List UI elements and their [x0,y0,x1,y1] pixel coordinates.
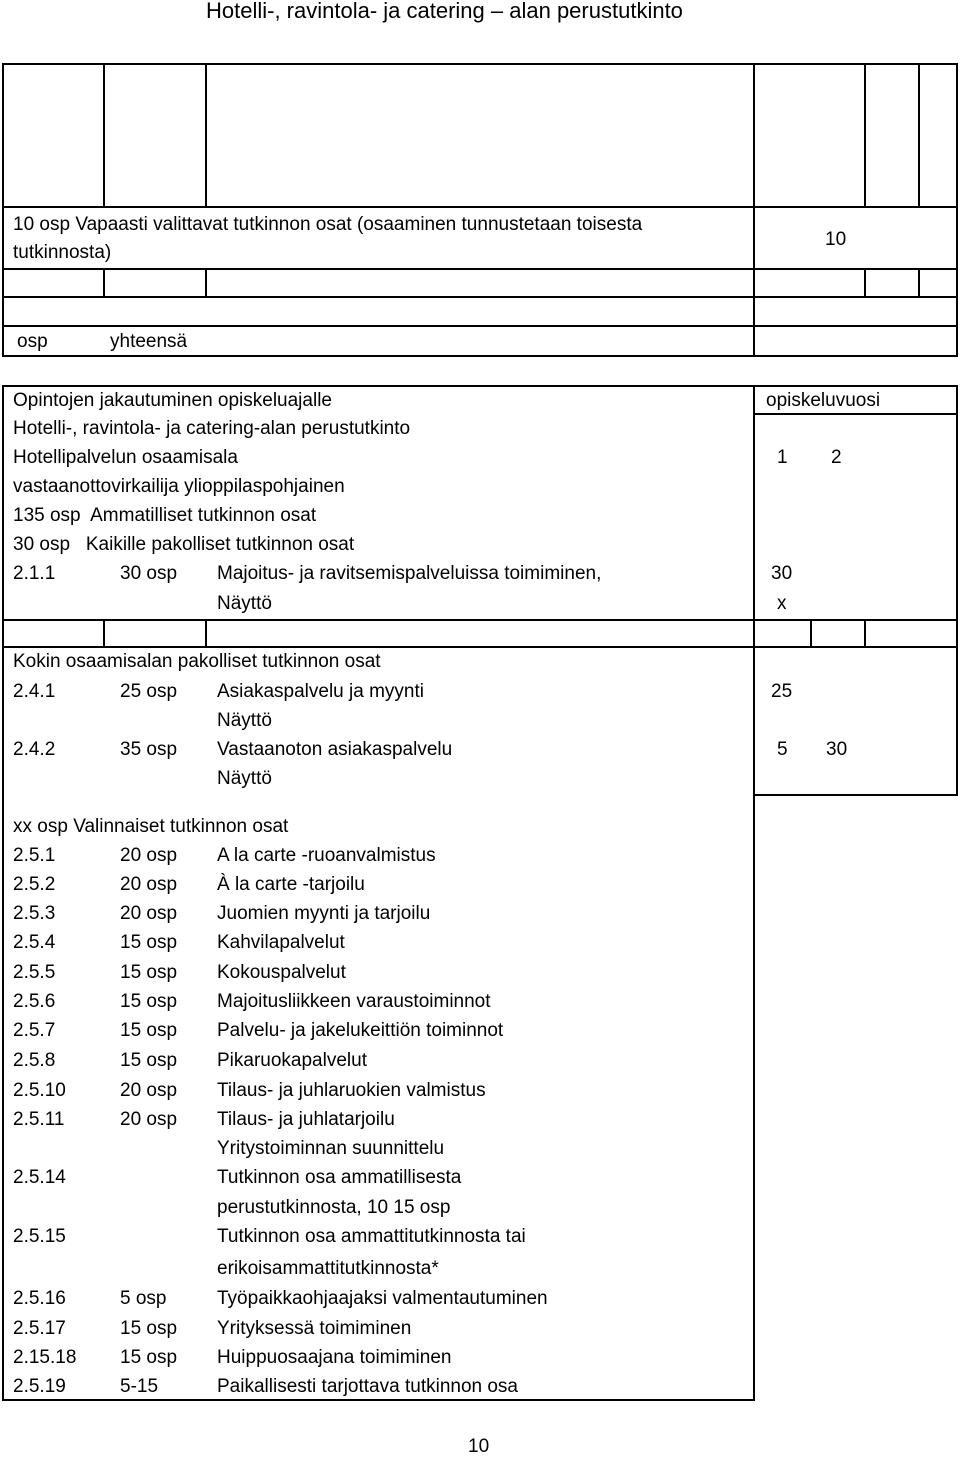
section-title: Kokin osaamisalan pakolliset tutkinnon osat [13,651,381,672]
course-assessment: Näyttö [217,768,272,789]
rule [103,63,105,206]
rule [753,794,958,796]
rule [753,385,755,647]
course-name-cont: erikoisammattitutkinnosta* [217,1258,439,1279]
course-name: Kahvilapalvelut [217,932,345,953]
course-code: 2.5.1 [13,845,56,866]
rule [753,63,755,206]
course-osp: 20 osp [120,1109,178,1130]
course-code: 2.4.1 [13,681,56,702]
rule [2,646,958,648]
intro-line: vastaanottovirkailija ylioppilaspohjainen [13,476,345,497]
course-assessment: Näyttö [217,710,272,731]
course-osp: 20 osp [120,1080,178,1101]
course-name: Paikallisesti tarjottava tutkinnon osa [217,1376,518,1397]
rule [918,268,920,296]
course-name: Asiakaspalvelu ja myynti [217,681,424,702]
rule [753,413,958,415]
course-code: 2.15.18 [13,1347,77,1368]
free-choice-value: 10 [825,229,847,250]
rule [2,619,958,621]
course-osp: 15 osp [120,991,178,1012]
course-code: 2.5.7 [13,1020,56,1041]
course-osp: 30 osp [120,563,178,584]
intro-line: 30 osp Kaikille pakolliset tutkinnon osat [13,534,355,555]
course-name: Yritystoiminnan suunnittelu [217,1138,445,1159]
course-code: 2.5.5 [13,962,56,983]
rule [2,355,958,357]
course-name: Työpaikkaohjaajaksi valmentautuminen [217,1288,548,1309]
course-year1: 25 [771,681,793,702]
rule [205,619,207,647]
course-code: 2.5.16 [13,1288,66,1309]
course-year1: 5 [777,739,788,760]
course-code: 2.5.14 [13,1167,66,1188]
rule [864,268,866,296]
course-name: Majoitus- ja ravitsemispalveluissa toimiminen, [217,563,602,584]
rule [205,63,207,206]
optional-header: xx osp Valinnaiset tutkinnon osat [13,816,289,837]
rule [2,268,958,270]
course-name-cont: perustutkinnosta, 10 15 osp [217,1197,451,1218]
rule [753,206,755,268]
free-choice-line-2: tutkinnosta) [13,242,112,263]
course-name: Yrityksessä toimiminen [217,1318,412,1339]
course-name: Kokouspalvelut [217,962,346,983]
course-code: 2.5.11 [13,1109,65,1130]
rule [2,296,958,298]
rule [2,1399,754,1401]
course-name: Majoitusliikkeen varaustoiminnot [217,991,491,1012]
course-code: 2.5.10 [13,1080,66,1101]
course-code: 2.5.2 [13,874,56,895]
course-osp: 15 osp [120,932,178,953]
total-label: yhteensä [110,331,188,352]
course-code: 2.4.2 [13,739,56,760]
course-osp: 25 osp [120,681,178,702]
course-code: 2.5.8 [13,1050,56,1071]
course-code: 2.5.6 [13,991,56,1012]
course-name: Juomien myynti ja tarjoilu [217,903,431,924]
rule [2,206,958,208]
rule [103,268,105,296]
course-osp: 5 osp [120,1288,167,1309]
course-name: Tilaus- ja juhlaruokien valmistus [217,1080,486,1101]
course-year1: 30 [771,563,793,584]
course-name: Huippuosaajana toimiminen [217,1347,452,1368]
course-code: 2.5.15 [13,1226,66,1247]
rule [2,646,4,1401]
rule [2,63,4,357]
course-assessment: Näyttö [217,593,272,614]
course-code: 2.1.1 [13,563,56,584]
course-name: Palvelu- ja jakelukeittiön toiminnot [217,1020,504,1041]
course-code: 2.5.19 [13,1376,66,1397]
course-osp: 20 osp [120,903,178,924]
page-number: 10 [468,1436,490,1457]
course-osp: 15 osp [120,1347,178,1368]
course-name: Tilaus- ja juhlatarjoilu [217,1109,395,1130]
document-title: Hotelli-, ravintola- ja catering – alan perustutkinto [206,0,683,23]
course-osp: 35 osp [120,739,178,760]
course-code: 2.5.3 [13,903,56,924]
course-name: Pikaruokapalvelut [217,1050,367,1071]
course-osp: 15 osp [120,1050,178,1071]
course-code: 2.5.4 [13,932,56,953]
total-unit: osp [17,331,48,352]
rule [956,63,958,357]
course-code: 2.5.17 [13,1318,66,1339]
year-2: 2 [831,447,842,468]
rule [918,63,920,206]
course-osp: 15 osp [120,1020,178,1041]
course-name: Vastaanoton asiakaspalvelu [217,739,453,760]
year-header: opiskeluvuosi [766,390,881,411]
course-year2: 30 [826,739,848,760]
course-assessment-mark: x [777,593,787,614]
rule [753,646,755,1401]
course-osp: 5-15 [120,1376,159,1397]
course-osp: 20 osp [120,845,178,866]
rule [956,385,958,647]
rule [2,63,958,65]
free-choice-line-1: 10 osp Vapaasti valittavat tutkinnon osat (osaaminen tunnustetaan toisesta [13,214,643,235]
rule [864,63,866,206]
intro-line: Hotelli-, ravintola- ja catering-alan perustutkinto [13,418,411,439]
course-osp: 15 osp [120,1318,178,1339]
rule [2,325,958,327]
rule [2,385,958,387]
course-name: Tutkinnon osa ammattitutkinnosta tai [217,1226,526,1247]
course-name: À la carte -tarjoilu [217,874,365,895]
rule [864,619,866,647]
year-1: 1 [777,447,788,468]
intro-line: Opintojen jakautuminen opiskeluajalle [13,390,332,411]
rule [2,385,4,647]
course-osp: 15 osp [120,962,178,983]
rule [810,619,812,647]
rule [103,619,105,647]
intro-line: 135 osp Ammatilliset tutkinnon osat [13,505,317,526]
course-name: A la carte -ruoanvalmistus [217,845,436,866]
course-name: Tutkinnon osa ammatillisesta [217,1167,462,1188]
intro-line: Hotellipalvelun osaamisala [13,447,238,468]
rule [956,646,958,796]
rule [753,268,755,356]
course-osp: 20 osp [120,874,178,895]
rule [205,268,207,296]
